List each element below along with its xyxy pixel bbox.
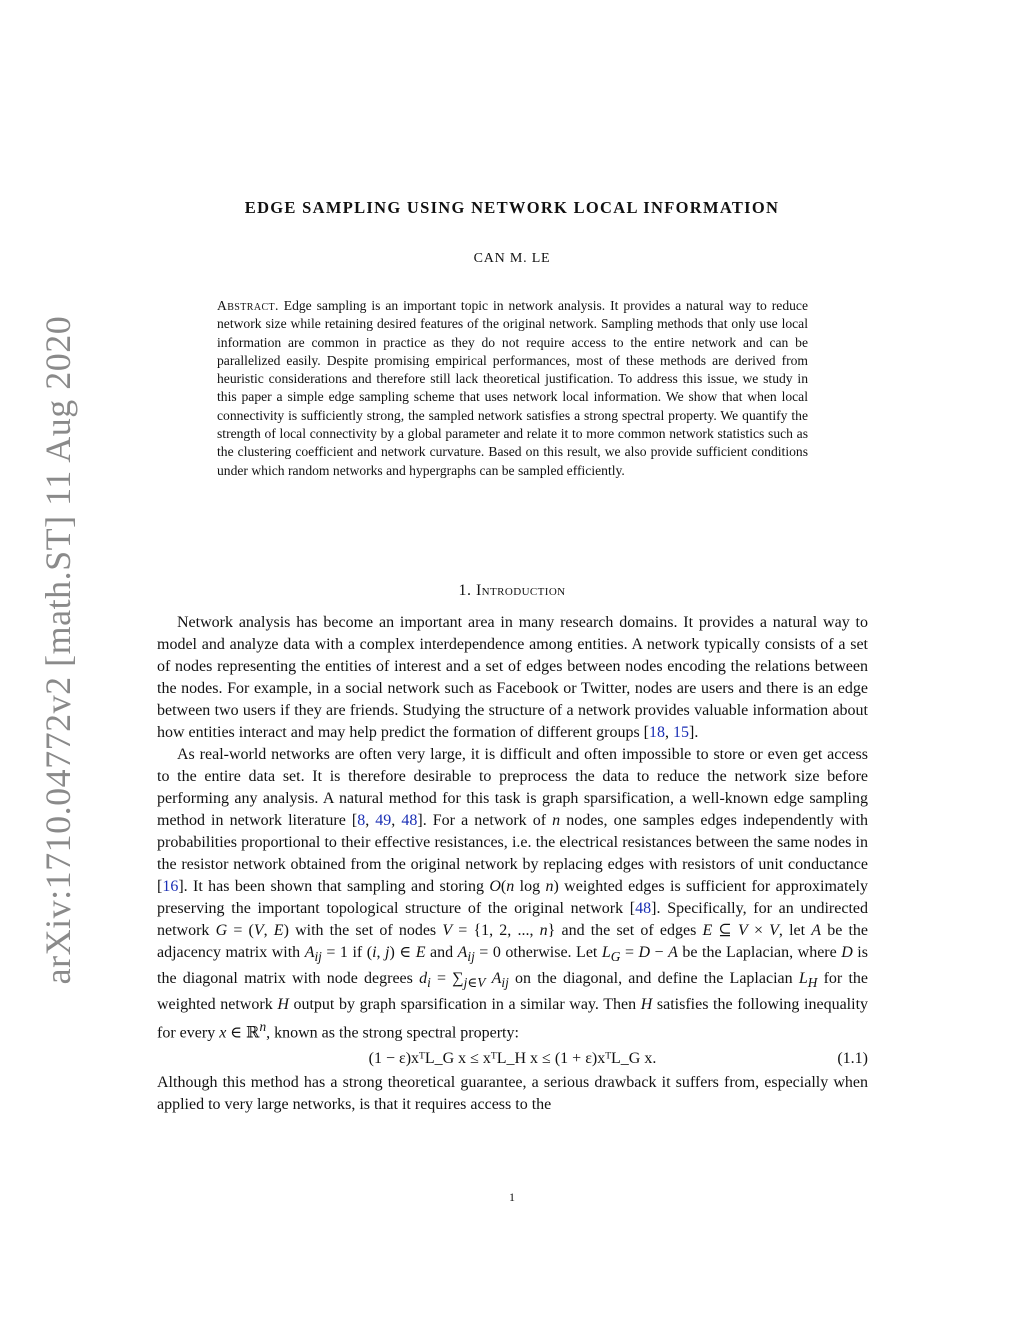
section-heading xyxy=(0,582,1024,600)
intro-paragraph-2: As real-world networks are often very large, it is difficult and often impossible to store or even get access to the entire data set. It is therefore desirable to preprocess the data to reduce the network size before performing any analysis. A natural method for this task is graph sparsification, a well-known edge sampling method in network literature [8, 49, 48]. For a network of n nodes, one samples edges independently with probabilities proportional to their effective resistances, i.e. the electrical resistances between the same nodes in the resistor network obtained from the original network by replacing edges with resistors of unit conductance [16]. It has been shown that sampling and storing O(n log n) weighted edges is sufficient for approximately preserving the important topological structure of the original network [48]. Specifically, for an undirected network G = (V, E) with the set of nodes V = {1, 2, ..., n} and the set of edges E ⊆ V × V, let A be the adjacency matrix with $A_{ij} = 1$ if (i, j) ∈ E and $A_{ij} = 0$ otherwise. Let $L_G = D - A$ be the Laplacian, where D is the diagonal matrix with node degrees $d_i = \sum_{j\in V}$ $A_{ij}$ on the diagonal, and define the Laplacian $L_H$ for the weighted network H output by graph sparsification in a similar way. Then H satisfies the following inequality for every x ∈ ℝ$^n$, known as the strong spectral property: xyxy=(157,746,869,1042)
equation-body: (1 − ε)xᵀL_G x ≤ xᵀL_H x ≤ (1 + ε)xᵀL_G x. xyxy=(368,1049,657,1067)
intro-paragraph-3: Although this method has a strong theoretical guarantee, a serious drawback it suffers from, especially when applied to very large networks, is that it requires access to the xyxy=(157,1073,868,1113)
intro-paragraph-1: Network analysis has become an important area in many research domains. It provides a natural way to model and analyze data with a complex interdependence among entities. A network typically consists of a set of nodes representing the entities of interest and a set of edges between nodes encoding the relations between the nodes. For example, in a social network such as Facebook or Twitter, nodes are users and there is an edge between two users if they are friends. Studying the structure of a network provides valuable information about how entities interact and may help predict the formation of different groups [18, 15]. xyxy=(157,614,868,741)
body-text xyxy=(157,612,868,1116)
citation-link[interactable]: 8 xyxy=(357,812,366,829)
citation-link[interactable]: 49 xyxy=(375,812,392,829)
abstract xyxy=(217,297,808,480)
page-number: 1 xyxy=(509,1190,515,1204)
abstract-text: Edge sampling is an important topic in network analysis. It provides a natural way to reduce network size while retaining desired features of the original network. Sampling methods that only use local information are common in practice as they do not require access to the entire network and can be parallelized easily. Despite promising empirical performances, most of these methods are derived from heuristic considerations and therefore still lack theoretical justification. To address this issue, we study in this paper a simple edge sampling scheme that uses network local information. We show that when local connectivity is sufficiently strong, the sampled network satisfies a strong spectral property. We quantify the strength of local connectivity by a global parameter and relate it to more common network statistics such as the clustering coefficient and network curvature. Based on this result, we also provide sufficient conditions under which random networks and hypergraphs can be sampled efficiently. xyxy=(217,298,808,478)
citation-link[interactable]: 48 xyxy=(401,812,418,829)
arxiv-identifier-stamp: arXiv:1710.04772v2 [math.ST] 11 Aug 2020 xyxy=(38,315,78,985)
abstract-label: Abstract. xyxy=(217,298,279,313)
citation-link[interactable]: 15 xyxy=(673,724,689,741)
paper-title: EDGE SAMPLING USING NETWORK LOCAL INFORMATION xyxy=(244,198,780,217)
equation-number: (1.1) xyxy=(837,1049,868,1067)
equation-1-1 xyxy=(157,1045,868,1072)
author-name: CAN M. LE xyxy=(473,251,551,266)
section-title: Introduction xyxy=(475,582,566,599)
citation-link[interactable]: 16 xyxy=(162,878,179,895)
section-number: 1. xyxy=(458,582,472,599)
citation-link[interactable]: 48 xyxy=(635,900,652,917)
citation-link[interactable]: 18 xyxy=(649,724,665,741)
